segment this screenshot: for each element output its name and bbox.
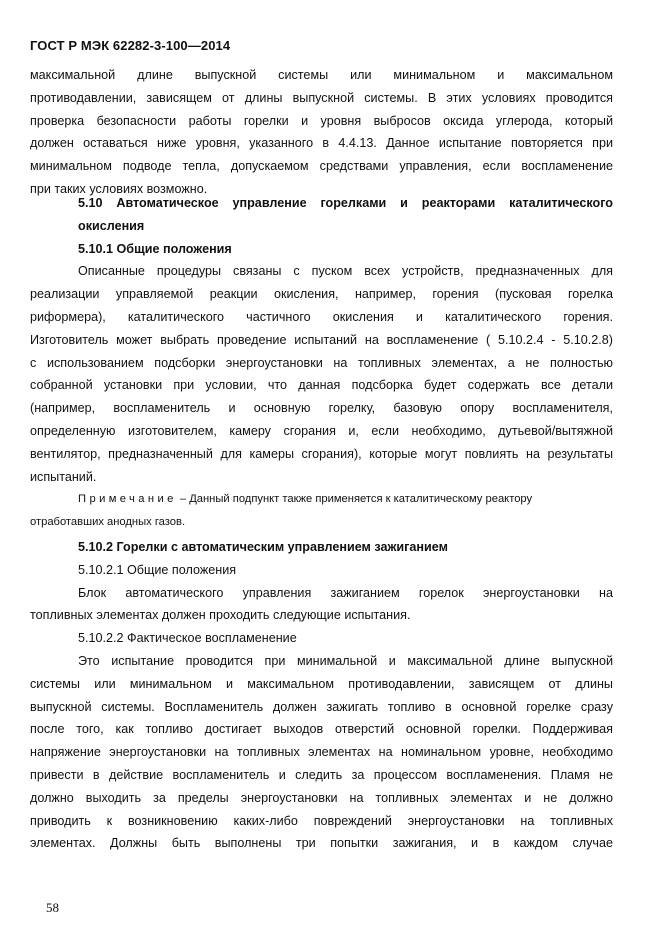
document-header: ГОСТ Р МЭК 62282-3-100—2014 (30, 38, 231, 53)
subsection-heading: 5.10.1 Общие положения (78, 241, 232, 256)
text-line: должно выходить за пределы энергоустановки на топливных элементах и не должно (30, 790, 613, 805)
note-line (30, 488, 613, 511)
note-line-cont: отработавших анодных газов. (30, 516, 186, 529)
text-line: Это испытание проводится при минимальной и максимальной длине выпускной (78, 653, 613, 668)
text-line: вентилятор, предназначенный для камеры сгорания), которые могут повлиять на результаты (30, 446, 613, 461)
text-line: при таких условиях возможно. (30, 181, 208, 196)
clause-title: 5.10.2.1 Общие положения (78, 562, 237, 577)
text-line: противодавлении, зависящем от длины выпускной системы. В этих условиях проводится (30, 90, 613, 105)
text-line: риформера), каталитического частичного окисления и каталитического горения. (30, 309, 613, 324)
text-line: минимальном подводе тепла, допускаемом средствами управления, если воспламенение (30, 159, 613, 174)
section-heading-cont: окисления (78, 218, 145, 233)
text-line: с использованием подсборки энергоустановки на топливных элементах, а не полностью (30, 355, 613, 370)
clause-title: 5.10.2.2 Фактическое воспламенение (78, 631, 297, 646)
text-line: определенную изготовителем, камеру сгорания и, если необходимо, дутьевой/вытяжной (30, 423, 613, 438)
text-line: должен оставаться ниже уровня, указанного в 4.4.13. Данное испытание повторяется при (30, 136, 613, 151)
text-line: реализации управляемой реакции окисления, например, горения (пусковая горелка (30, 287, 613, 302)
section-heading: 5.10 Автоматическое управление горелками и реакторами каталитического (78, 196, 613, 210)
text-line: приводить к возникновению каких-либо повреждений энергоустановки на топливных (30, 813, 613, 828)
note-text: – Данный подпункт также применяется к каталитическому реактору (176, 493, 533, 506)
text-line: выпускной системы. Воспламенитель должен зажигать топливо в основной горелке сразу (30, 699, 613, 714)
text-line: Изготовитель может выбрать проведение испытаний на воспламенение ( 5.10.2.4 - 5.10.2.8) (30, 332, 613, 347)
text-line: системы или минимальном и максимальном противодавлении, зависящем от длины (30, 676, 613, 691)
text-line: Блок автоматического управления зажиганием горелок энергоустановки на (78, 585, 613, 600)
intro-paragraph (30, 64, 613, 201)
text-line: топливных элементах должен проходить следующие испытания. (30, 608, 411, 623)
subsection-heading: 5.10.2 Горелки с автоматическим управлением зажиганием (78, 540, 448, 554)
text-line: собранной установки при условии, что данная подсборка будет содержать все детали (30, 378, 613, 393)
text-line: (например, воспламенитель и основную горелку, базовую опору воспламенителя, (30, 401, 613, 416)
text-line: испытаний. (30, 469, 97, 484)
note-label: Примечание (78, 493, 177, 506)
text-line: проверка безопасности работы горелки и уровня выбросов оксида углерода, который (30, 113, 613, 128)
text-line: элементах. Должны быть выполнены три попытки зажигания, и в каждом случае (30, 836, 613, 851)
text-line: максимальной длине выпускной системы или минимальном и максимальном (30, 68, 613, 82)
page-number: 58 (46, 900, 59, 915)
section-5-10-2 (30, 536, 613, 855)
section-5-10 (30, 192, 613, 534)
text-line: привести в действие воспламенитель и следить за процессом воспламенения. Пламя не (30, 767, 613, 782)
text-line: Описанные процедуры связаны с пуском всех устройств, предназначенных для (78, 264, 613, 279)
text-line: напряжение энергоустановки на топливных элементах на номинальном уровне, необходимо (30, 745, 613, 760)
text-line: после того, как топливо достигает выходов отверстий основной горелки. Поддерживая (30, 722, 613, 737)
